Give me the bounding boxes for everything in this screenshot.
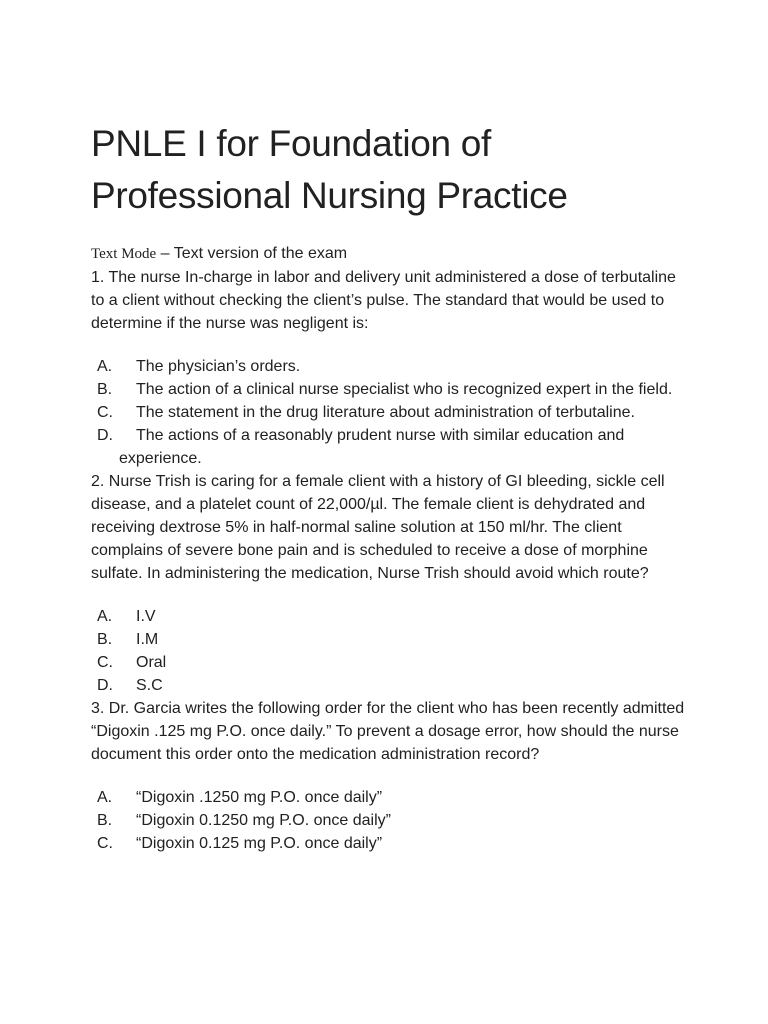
option-item: [91, 809, 691, 832]
option-item: [91, 786, 691, 809]
option-text: I.V: [136, 608, 156, 625]
document-page: [91, 118, 691, 855]
option-item: [91, 651, 691, 674]
title-line-1: PNLE I for Foundation of: [91, 123, 492, 164]
question-2-text: 2. Nurse Trish is caring for a female client with a history of GI bleeding, sickle cell disease, and a platelet count of 22,000/µl. The female client is dehydrated and receiving dextrose 5% in half-normal saline solution at 150 ml/hr. The client complains of severe bone pain and is scheduled to receive a dose of morphine sulfate. In administering the medication, Nurse Trish should avoid which route?: [91, 473, 665, 582]
option-letter: B.: [97, 381, 113, 398]
option-item: [91, 355, 691, 378]
option-text: S.C: [136, 677, 163, 694]
option-letter: C.: [97, 835, 113, 852]
page-title: [91, 118, 691, 222]
option-item: [91, 401, 691, 424]
question-1-options: [91, 355, 691, 470]
option-text: “Digoxin .1250 mg P.O. once daily”: [136, 789, 383, 806]
option-letter: D.: [97, 427, 113, 444]
option-item: [91, 378, 691, 401]
text-mode-line: [91, 242, 691, 266]
option-letter: C.: [97, 404, 113, 421]
option-text: Oral: [136, 654, 167, 671]
option-item: [91, 628, 691, 651]
option-text: The statement in the drug literature about administration of terbutaline.: [136, 404, 635, 421]
option-text: I.M: [136, 631, 159, 648]
option-letter: A.: [97, 608, 113, 625]
title-line-2: Professional Nursing Practice: [91, 175, 568, 216]
option-item: [91, 832, 691, 855]
option-item: [91, 605, 691, 628]
option-letter: C.: [97, 654, 113, 671]
option-text: The actions of a reasonably prudent nurse with similar education and experience.: [119, 427, 625, 467]
question-3-options: [91, 786, 691, 855]
question-2-options: [91, 605, 691, 697]
question-1-text: 1. The nurse In-charge in labor and delivery unit administered a dose of terbutaline to a client without checking the client’s pulse. The standard that would be used to determine if the nurse was negligent is:: [91, 269, 676, 332]
option-text: The action of a clinical nurse specialist who is recognized expert in the field.: [136, 381, 673, 398]
option-text: “Digoxin 0.1250 mg P.O. once daily”: [136, 812, 391, 829]
option-letter: B.: [97, 812, 113, 829]
question-3-text: 3. Dr. Garcia writes the following order for the client who has been recently admitted “Digoxin .125 mg P.O. once daily.” To prevent a dosage error, how should the nurse document this order onto the medication administration record?: [91, 700, 685, 763]
text-mode-label: Text Mode: [91, 246, 157, 262]
option-letter: D.: [97, 677, 113, 694]
option-item: [91, 424, 691, 470]
option-letter: A.: [97, 358, 113, 375]
option-letter: B.: [97, 631, 113, 648]
option-text: “Digoxin 0.125 mg P.O. once daily”: [136, 835, 383, 852]
option-item: [91, 674, 691, 697]
option-letter: A.: [97, 789, 113, 806]
text-mode-description: – Text version of the exam: [156, 245, 348, 262]
option-text: The physician’s orders.: [136, 358, 301, 375]
